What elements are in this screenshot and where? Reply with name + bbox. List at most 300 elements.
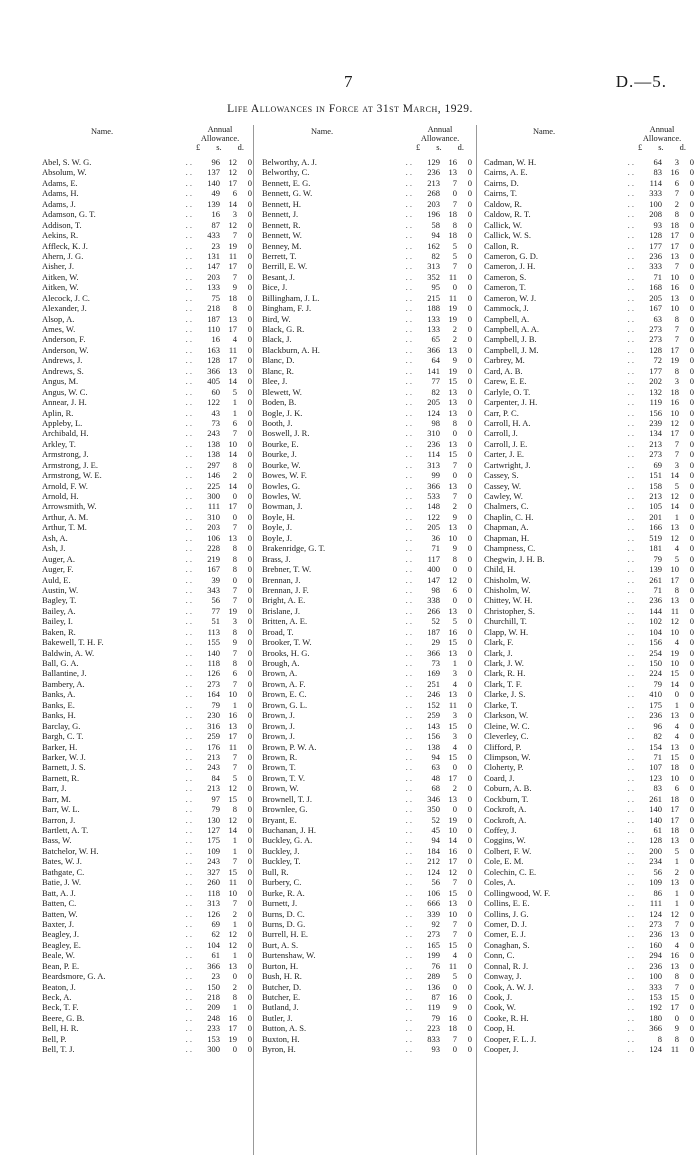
pence-value: 0 bbox=[247, 334, 252, 345]
pence-value: 0 bbox=[689, 271, 694, 282]
pounds-value: 56 bbox=[431, 877, 440, 888]
table-row bbox=[484, 700, 694, 710]
pounds-value: 87 bbox=[211, 219, 220, 230]
leader-dots: . . bbox=[185, 877, 192, 888]
pounds-value: 77 bbox=[431, 376, 440, 387]
leader-dots: . . bbox=[627, 584, 634, 595]
pence-value: 0 bbox=[689, 804, 694, 815]
leader-dots: . . bbox=[405, 157, 412, 167]
table-row bbox=[42, 877, 252, 887]
pence-value: 0 bbox=[247, 1002, 252, 1013]
shillings-value: 16 bbox=[448, 845, 457, 856]
leader-dots: . . bbox=[627, 386, 634, 397]
pounds-value: 43 bbox=[211, 407, 220, 418]
pounds-value: 153 bbox=[207, 1033, 220, 1044]
table-row bbox=[42, 575, 252, 585]
pounds-value: 533 bbox=[427, 491, 440, 501]
name-text: Armstrong, J. E. bbox=[42, 459, 98, 470]
table-row bbox=[262, 710, 472, 720]
pounds-value: 111 bbox=[207, 501, 220, 512]
name-text: Clarke, T. bbox=[484, 699, 518, 710]
pounds-value: 208 bbox=[649, 209, 662, 220]
pensioner-name bbox=[42, 762, 198, 772]
shillings-value: 8 bbox=[232, 564, 237, 575]
pensioner-name bbox=[262, 554, 418, 564]
pounds-value: 107 bbox=[649, 762, 662, 773]
shillings-value: 7 bbox=[674, 334, 679, 345]
name-text: Butland, J. bbox=[262, 1002, 299, 1013]
leader-dots: . . bbox=[405, 324, 412, 334]
leader-dots: . . bbox=[627, 501, 634, 512]
pence-value: 0 bbox=[247, 553, 252, 564]
table-row bbox=[484, 710, 694, 720]
pensioner-name bbox=[484, 783, 640, 793]
pounds-value: 273 bbox=[649, 334, 662, 345]
name-text: Baxter, J. bbox=[42, 918, 74, 929]
leader-dots: . . bbox=[185, 584, 192, 595]
pensioner-name bbox=[262, 898, 418, 908]
shillings-value: 8 bbox=[674, 1033, 679, 1044]
shillings-value: 17 bbox=[670, 814, 679, 825]
leader-dots: . . bbox=[185, 605, 192, 616]
pence-value: 0 bbox=[467, 699, 472, 710]
table-row bbox=[42, 731, 252, 741]
pensioner-name bbox=[484, 188, 640, 198]
table-row bbox=[42, 460, 252, 470]
pounds-value: 68 bbox=[431, 783, 440, 794]
leader-dots: . . bbox=[627, 762, 634, 773]
pounds-value: 313 bbox=[427, 459, 440, 470]
leader-dots: . . bbox=[405, 491, 412, 501]
pensioner-name bbox=[262, 199, 418, 209]
leader-dots: . . bbox=[185, 814, 192, 825]
table-row bbox=[262, 825, 472, 835]
pounds-value: 180 bbox=[649, 1012, 662, 1023]
table-row bbox=[42, 1002, 252, 1012]
pence-value: 0 bbox=[247, 772, 252, 783]
leader-dots: . . bbox=[627, 1002, 634, 1013]
pensioner-name bbox=[262, 564, 418, 574]
table-row bbox=[484, 877, 694, 887]
pensioner-name bbox=[262, 846, 418, 856]
leader-dots: . . bbox=[405, 731, 412, 742]
shillings-value: 13 bbox=[228, 960, 237, 971]
pence-value: 0 bbox=[689, 553, 694, 564]
pence-value: 0 bbox=[467, 324, 472, 334]
leader-dots: . . bbox=[405, 908, 412, 919]
pence-value: 0 bbox=[689, 1012, 694, 1023]
leader-dots: . . bbox=[185, 793, 192, 804]
leader-dots: . . bbox=[627, 908, 634, 919]
pounds-value: 187 bbox=[427, 626, 440, 637]
table-row bbox=[42, 835, 252, 845]
leader-dots: . . bbox=[405, 501, 412, 512]
name-text: Carroll, H. A. bbox=[484, 417, 531, 428]
pence-value: 0 bbox=[689, 261, 694, 272]
pence-value: 0 bbox=[689, 491, 694, 501]
shillings-value: 17 bbox=[228, 1023, 237, 1034]
shillings-value: 7 bbox=[232, 230, 237, 241]
name-text: Booth, J. bbox=[262, 417, 293, 428]
table-row bbox=[42, 470, 252, 480]
name-text: Conway, J. bbox=[484, 971, 522, 982]
pence-value: 0 bbox=[689, 334, 694, 345]
pence-value: 0 bbox=[467, 344, 472, 355]
leader-dots: . . bbox=[405, 428, 412, 439]
pence-value: 0 bbox=[467, 501, 472, 512]
pensioner-name bbox=[484, 575, 640, 585]
shillings-value: 12 bbox=[670, 908, 679, 919]
shillings-value: 3 bbox=[674, 376, 679, 387]
name-text: Brown, P. W. A. bbox=[262, 741, 317, 752]
name-text: Barclay, G. bbox=[42, 720, 81, 731]
leader-dots: . . bbox=[627, 1023, 634, 1034]
leader-dots: . . bbox=[627, 981, 634, 992]
currency-unit: d. bbox=[457, 143, 464, 152]
pence-value: 0 bbox=[467, 678, 472, 689]
name-text: Barr, W. L. bbox=[42, 804, 80, 815]
pensioner-name bbox=[42, 804, 198, 814]
pounds-value: 139 bbox=[649, 564, 662, 575]
pounds-value: 138 bbox=[427, 741, 440, 752]
table-row bbox=[484, 950, 694, 960]
pence-value: 0 bbox=[689, 981, 694, 992]
table-row bbox=[484, 428, 694, 438]
pence-value: 0 bbox=[247, 303, 252, 314]
leader-dots: . . bbox=[185, 188, 192, 199]
pounds-value: 175 bbox=[649, 699, 662, 710]
pence-value: 0 bbox=[247, 209, 252, 220]
pence-value: 0 bbox=[467, 710, 472, 721]
pounds-value: 203 bbox=[207, 271, 220, 282]
pence-value: 0 bbox=[689, 564, 694, 575]
table-row bbox=[484, 616, 694, 626]
pence-value: 0 bbox=[689, 856, 694, 867]
shillings-value: 7 bbox=[452, 177, 457, 188]
leader-dots: . . bbox=[627, 845, 634, 856]
name-text: Carter, J. E. bbox=[484, 449, 525, 460]
table-row bbox=[42, 648, 252, 658]
pence-value: 0 bbox=[247, 292, 252, 303]
pence-value: 0 bbox=[689, 929, 694, 940]
table-row bbox=[484, 167, 694, 177]
pence-value: 0 bbox=[467, 355, 472, 366]
leader-dots: . . bbox=[405, 407, 412, 418]
pence-value: 0 bbox=[467, 668, 472, 679]
pence-value: 0 bbox=[467, 209, 472, 220]
pence-value: 0 bbox=[689, 710, 694, 721]
pensioner-name bbox=[42, 783, 198, 793]
name-text: Chapman, A. bbox=[484, 522, 529, 533]
name-text: Bice, J. bbox=[262, 282, 288, 293]
leader-dots: . . bbox=[627, 167, 634, 178]
name-text: Burnett, J. bbox=[262, 898, 298, 909]
name-text: Auger, A. bbox=[42, 553, 75, 564]
pensioner-name bbox=[262, 1023, 418, 1033]
shillings-value: 17 bbox=[670, 240, 679, 251]
pence-value: 0 bbox=[689, 1023, 694, 1034]
pounds-value: 71 bbox=[653, 751, 662, 762]
shillings-value: 2 bbox=[452, 324, 457, 334]
leader-dots: . . bbox=[185, 1044, 192, 1055]
leader-dots: . . bbox=[405, 751, 412, 762]
shillings-value: 0 bbox=[674, 1012, 679, 1023]
allowance-header bbox=[408, 125, 472, 152]
shillings-value: 5 bbox=[452, 971, 457, 982]
pensioner-name bbox=[262, 888, 418, 898]
leader-dots: . . bbox=[405, 543, 412, 554]
leader-dots: . . bbox=[627, 647, 634, 658]
pounds-value: 327 bbox=[207, 866, 220, 877]
pounds-value: 243 bbox=[207, 428, 220, 439]
table-row bbox=[262, 950, 472, 960]
pence-value: 0 bbox=[689, 511, 694, 522]
table-row bbox=[42, 919, 252, 929]
name-text: Butcher, D. bbox=[262, 981, 302, 992]
currency-unit: £ bbox=[638, 143, 643, 152]
shillings-value: 8 bbox=[674, 365, 679, 376]
pounds-value: 163 bbox=[207, 344, 220, 355]
pence-value: 0 bbox=[247, 1044, 252, 1055]
table-row bbox=[42, 992, 252, 1002]
leader-dots: . . bbox=[185, 689, 192, 700]
name-text: Carr, P. C. bbox=[484, 407, 519, 418]
leader-dots: . . bbox=[405, 334, 412, 345]
table-row bbox=[42, 157, 252, 167]
pounds-value: 236 bbox=[649, 960, 662, 971]
name-text: Brown, T. V. bbox=[262, 772, 306, 783]
leader-dots: . . bbox=[405, 584, 412, 595]
shillings-value: 5 bbox=[674, 553, 679, 564]
name-text: Burns, D. G. bbox=[262, 918, 306, 929]
shillings-value: 10 bbox=[228, 887, 237, 898]
pounds-value: 93 bbox=[653, 219, 662, 230]
name-text: Bathgate, C. bbox=[42, 866, 85, 877]
name-text: Button, A. S. bbox=[262, 1023, 307, 1034]
leader-dots: . . bbox=[185, 720, 192, 731]
pounds-value: 52 bbox=[431, 814, 440, 825]
pensioner-name bbox=[42, 888, 198, 898]
pence-value: 0 bbox=[467, 626, 472, 637]
name-header: Name. bbox=[532, 127, 556, 136]
shillings-value: 13 bbox=[670, 835, 679, 846]
name-text: Black, J. bbox=[262, 334, 292, 345]
pensioner-name bbox=[484, 460, 640, 470]
pounds-value: 151 bbox=[649, 470, 662, 481]
leader-dots: . . bbox=[405, 918, 412, 929]
table-row bbox=[262, 794, 472, 804]
pence-value: 0 bbox=[247, 230, 252, 241]
table-row bbox=[484, 387, 694, 397]
leader-dots: . . bbox=[405, 177, 412, 188]
table-row bbox=[484, 919, 694, 929]
pence-value: 0 bbox=[467, 543, 472, 554]
leader-dots: . . bbox=[405, 741, 412, 752]
pence-value: 0 bbox=[689, 376, 694, 387]
pensioner-name bbox=[262, 241, 418, 251]
leader-dots: . . bbox=[185, 470, 192, 481]
leader-dots: . . bbox=[627, 616, 634, 627]
pence-value: 0 bbox=[467, 511, 472, 522]
table-row bbox=[484, 334, 694, 344]
pensioner-name bbox=[484, 825, 640, 835]
pence-value: 0 bbox=[467, 845, 472, 856]
pensioner-name bbox=[262, 449, 418, 459]
pounds-value: 181 bbox=[649, 543, 662, 554]
shillings-value: 17 bbox=[670, 344, 679, 355]
pence-value: 0 bbox=[689, 532, 694, 543]
pounds-value: 63 bbox=[431, 762, 440, 773]
shillings-value: 1 bbox=[232, 835, 237, 846]
shillings-value: 13 bbox=[448, 605, 457, 616]
pensioner-name bbox=[262, 439, 418, 449]
name-text: Bargh, C. T. bbox=[42, 731, 84, 742]
pence-value: 0 bbox=[467, 470, 472, 481]
pounds-value: 82 bbox=[431, 386, 440, 397]
pence-value: 0 bbox=[247, 271, 252, 282]
table-row bbox=[262, 742, 472, 752]
pounds-value: 339 bbox=[427, 908, 440, 919]
pensioner-name bbox=[262, 355, 418, 365]
table-row bbox=[262, 658, 472, 668]
pensioner-name bbox=[42, 564, 198, 574]
table-row bbox=[42, 439, 252, 449]
pounds-value: 343 bbox=[207, 584, 220, 595]
leader-dots: . . bbox=[405, 877, 412, 888]
leader-dots: . . bbox=[405, 772, 412, 783]
shillings-value: 10 bbox=[670, 564, 679, 575]
shillings-value: 18 bbox=[670, 762, 679, 773]
shillings-value: 17 bbox=[670, 804, 679, 815]
shillings-value: 2 bbox=[232, 908, 237, 919]
pence-value: 0 bbox=[247, 480, 252, 491]
pounds-value: 8 bbox=[657, 1033, 662, 1044]
pensioner-name bbox=[42, 846, 198, 856]
pensioner-name bbox=[484, 971, 640, 981]
name-text: Chegwin, J. H. B. bbox=[484, 553, 545, 564]
table-row bbox=[484, 220, 694, 230]
table-row bbox=[484, 251, 694, 261]
name-text: Carew, E. E. bbox=[484, 376, 527, 387]
pounds-value: 124 bbox=[649, 1044, 662, 1055]
shillings-value: 10 bbox=[670, 407, 679, 418]
table-row bbox=[262, 251, 472, 261]
leader-dots: . . bbox=[405, 689, 412, 700]
leader-dots: . . bbox=[627, 574, 634, 585]
pounds-value: 129 bbox=[427, 157, 440, 167]
name-text: Barr, J. bbox=[42, 783, 67, 794]
table-row bbox=[484, 408, 694, 418]
pence-value: 0 bbox=[467, 783, 472, 794]
table-row bbox=[42, 1044, 252, 1054]
pounds-value: 273 bbox=[427, 929, 440, 940]
name-text: Beck, T. F. bbox=[42, 1002, 79, 1013]
pensioner-name bbox=[262, 460, 418, 470]
leader-dots: . . bbox=[627, 741, 634, 752]
pounds-value: 147 bbox=[207, 261, 220, 272]
leader-dots: . . bbox=[405, 960, 412, 971]
pensioner-name bbox=[484, 773, 640, 783]
pensioner-name bbox=[484, 982, 640, 992]
pence-value: 0 bbox=[247, 887, 252, 898]
shillings-value: 12 bbox=[228, 167, 237, 178]
shillings-value: 0 bbox=[452, 564, 457, 575]
table-row bbox=[484, 366, 694, 376]
pounds-value: 519 bbox=[649, 532, 662, 543]
pensioner-name bbox=[484, 512, 640, 522]
table-row bbox=[262, 376, 472, 386]
pounds-value: 117 bbox=[427, 553, 440, 564]
allowance-header bbox=[188, 125, 252, 152]
leader-dots: . . bbox=[185, 292, 192, 303]
name-text: Clark, F. bbox=[484, 637, 514, 648]
pence-value: 0 bbox=[689, 167, 694, 178]
table-row bbox=[42, 950, 252, 960]
leader-dots: . . bbox=[627, 188, 634, 199]
pence-value: 0 bbox=[689, 877, 694, 888]
pounds-value: 158 bbox=[649, 480, 662, 491]
pensioner-name bbox=[42, 992, 198, 1002]
name-text: Chisholm, W. bbox=[484, 574, 531, 585]
pounds-value: 131 bbox=[207, 250, 220, 261]
table-row bbox=[42, 689, 252, 699]
pounds-value: 16 bbox=[211, 334, 220, 345]
table-row bbox=[262, 491, 472, 501]
pounds-value: 114 bbox=[427, 449, 440, 460]
leader-dots: . . bbox=[627, 355, 634, 366]
pounds-value: 48 bbox=[431, 772, 440, 783]
pence-value: 0 bbox=[467, 960, 472, 971]
shillings-value: 15 bbox=[670, 668, 679, 679]
shillings-value: 7 bbox=[674, 261, 679, 272]
pensioner-name bbox=[484, 721, 640, 731]
leader-dots: . . bbox=[185, 376, 192, 387]
leader-dots: . . bbox=[405, 678, 412, 689]
shillings-value: 16 bbox=[448, 157, 457, 167]
shillings-value: 10 bbox=[228, 689, 237, 700]
leader-dots: . . bbox=[405, 605, 412, 616]
pounds-value: 213 bbox=[427, 177, 440, 188]
table-row bbox=[484, 658, 694, 668]
pounds-value: 212 bbox=[427, 856, 440, 867]
table-row bbox=[262, 773, 472, 783]
pence-value: 0 bbox=[247, 355, 252, 366]
name-text: Cockburn, T. bbox=[484, 793, 529, 804]
pence-value: 0 bbox=[689, 365, 694, 376]
pounds-value: 94 bbox=[431, 751, 440, 762]
pence-value: 0 bbox=[689, 678, 694, 689]
pounds-value: 123 bbox=[649, 772, 662, 783]
name-text: Boden, B. bbox=[262, 397, 297, 408]
table-row bbox=[262, 501, 472, 511]
pounds-value: 313 bbox=[427, 261, 440, 272]
pensioner-name bbox=[262, 856, 418, 866]
name-text: Aitken, W. bbox=[42, 282, 79, 293]
pence-value: 0 bbox=[689, 626, 694, 637]
shillings-value: 1 bbox=[674, 856, 679, 867]
shillings-value: 0 bbox=[232, 491, 237, 501]
name-text: Bingham, F. J. bbox=[262, 303, 312, 314]
name-text: Byron, H. bbox=[262, 1044, 296, 1055]
leader-dots: . . bbox=[185, 303, 192, 314]
pounds-value: 106 bbox=[207, 532, 220, 543]
table-row bbox=[42, 982, 252, 992]
allowance-header-label: Annual Allowance. bbox=[420, 125, 460, 143]
pensioner-name bbox=[262, 595, 418, 605]
shillings-value: 6 bbox=[232, 417, 237, 428]
leader-dots: . . bbox=[627, 929, 634, 940]
name-text: Coard, J. bbox=[484, 772, 515, 783]
